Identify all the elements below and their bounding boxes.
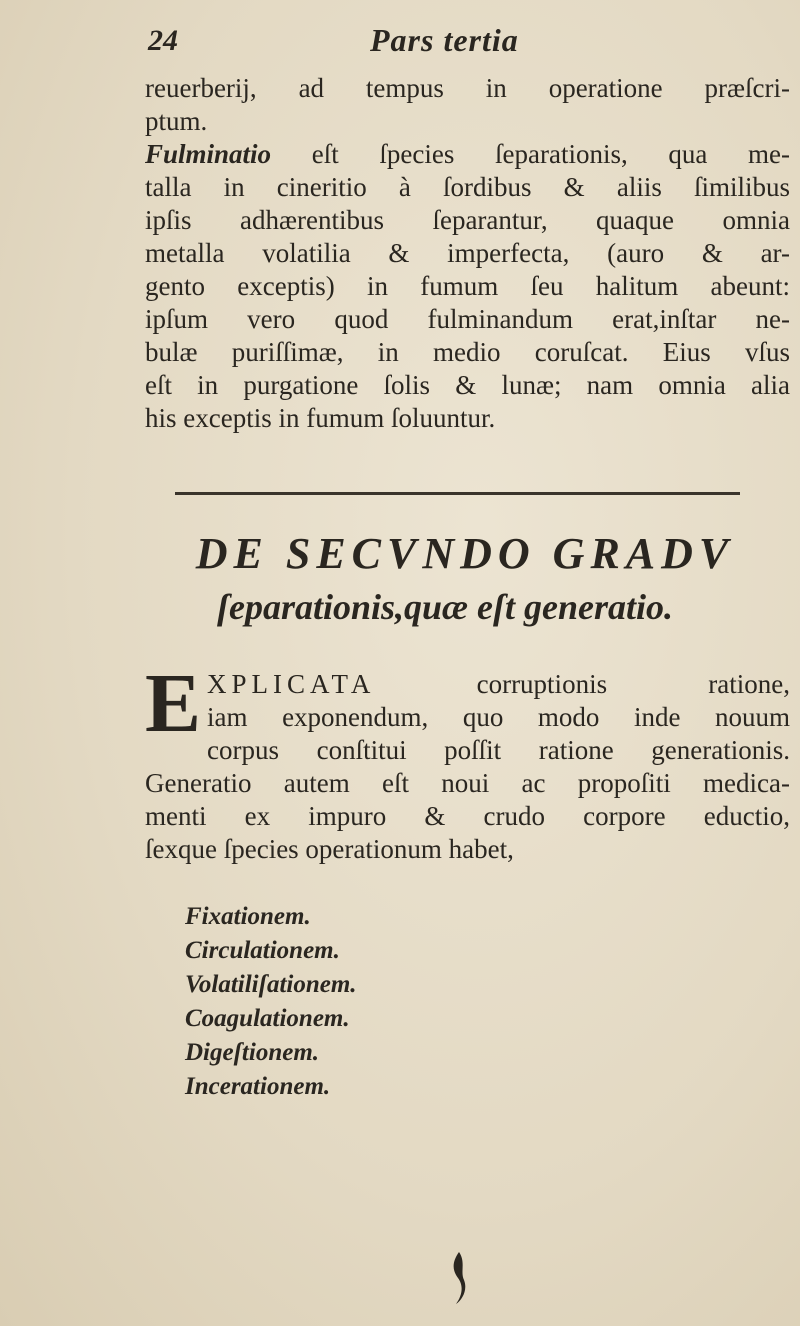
section-subheading: ſeparationis,quæ eſt generatio. bbox=[217, 587, 673, 627]
list-item: Coagulationem. bbox=[185, 1005, 350, 1032]
text-line bbox=[145, 668, 790, 701]
text-line: reuerberij, ad tempus in operatione præſcri- bbox=[145, 73, 790, 103]
printer-ornament-icon bbox=[448, 1250, 470, 1306]
text-line: ipſum vero quod fulminandum erat,inſtar ne- bbox=[145, 304, 790, 334]
text-line: eſt in purgatione ſolis & lunæ; nam omnia alia bbox=[145, 370, 790, 400]
text-line: iam exponendum, quo modo inde nouum bbox=[207, 702, 790, 732]
text-line bbox=[145, 138, 790, 171]
paragraph-explicata bbox=[145, 657, 790, 866]
list-item: Incerationem. bbox=[185, 1073, 331, 1100]
text-line: ipſis adhærentibus ſeparantur, quaque omnia bbox=[145, 205, 790, 235]
list-item: Circulationem. bbox=[185, 937, 340, 964]
horizontal-rule bbox=[175, 492, 740, 495]
text-fragment: eſt ſpecies ſeparationis, qua me- bbox=[311, 139, 790, 169]
operations-list bbox=[185, 900, 357, 1104]
text-line: menti ex impuro & crudo corpore eductio, bbox=[145, 801, 790, 831]
text-line: corpus conſtitui poſſit ratione generationis. bbox=[207, 735, 790, 765]
running-head: Pars tertia bbox=[370, 22, 519, 58]
text-line: Generatio autem eſt noui ac propoſiti medica- bbox=[145, 768, 790, 798]
page-number: 24 bbox=[148, 24, 178, 57]
page-header bbox=[140, 18, 610, 68]
drop-cap: E bbox=[145, 657, 202, 750]
text-line: ſexque ſpecies operationum habet, bbox=[145, 834, 514, 864]
text-line: his exceptis in fumum ſoluuntur. bbox=[145, 403, 496, 433]
text-line: ptum. bbox=[145, 106, 208, 136]
text-line: gento exceptis) in fumum ſeu halitum abeunt: bbox=[145, 271, 790, 301]
list-item: Volatiliſationem. bbox=[185, 971, 357, 998]
list-item: Fixationem. bbox=[185, 903, 311, 930]
smallcaps-word: XPLICATA bbox=[207, 669, 376, 699]
list-item: Digeſtionem. bbox=[185, 1039, 320, 1066]
paragraph-fulminatio bbox=[145, 72, 790, 435]
text-line: talla in cineritio à ſordibus & aliis ſimilibus bbox=[145, 172, 790, 202]
text-line: metalla volatilia & imperfecta, (auro & ar- bbox=[145, 238, 790, 268]
text-line: bulæ puriſſimæ, in medio coruſcat. Eius vſus bbox=[145, 337, 790, 367]
text-fragment: corruptionis ratione, bbox=[476, 669, 790, 699]
term-fulminatio: Fulminatio bbox=[145, 139, 272, 169]
section-heading: DE SECVNDO GRADV bbox=[195, 529, 735, 578]
